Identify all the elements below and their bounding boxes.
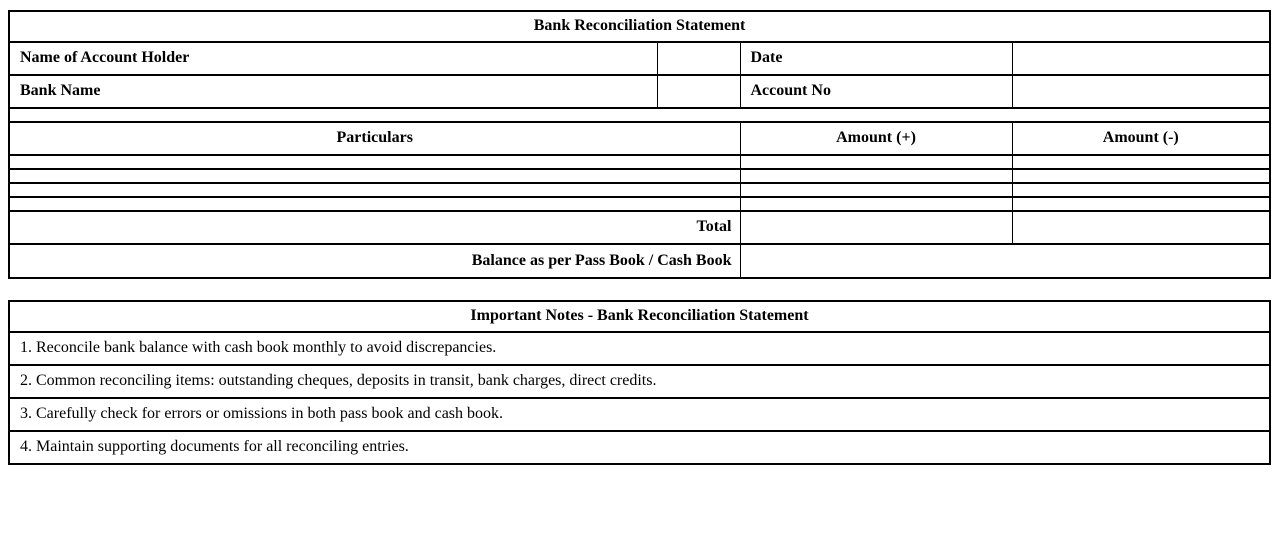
- entry-amount-minus-cell: [1012, 197, 1270, 211]
- entry-amount-minus-cell: [1012, 155, 1270, 169]
- columns-header-row: [9, 122, 1270, 155]
- note-item-row: [9, 431, 1270, 464]
- date-value-cell: [1012, 42, 1270, 75]
- note-item-row: [9, 398, 1270, 431]
- form-title: Bank Reconciliation Statement: [9, 11, 1270, 42]
- bank-name-value-cell: [657, 75, 740, 108]
- entry-particulars-cell: [9, 155, 740, 169]
- entry-amount-plus-cell: [740, 197, 1012, 211]
- entry-amount-minus-cell: [1012, 183, 1270, 197]
- account-no-value-cell: [1012, 75, 1270, 108]
- note-item: 4. Maintain supporting documents for all reconciling entries.: [9, 431, 1270, 464]
- total-label: Total: [9, 211, 740, 244]
- reconciliation-form-table: [8, 10, 1271, 279]
- note-item-row: [9, 332, 1270, 365]
- date-label: Date: [740, 42, 1012, 75]
- entry-particulars-cell: [9, 197, 740, 211]
- account-no-label: Account No: [740, 75, 1012, 108]
- entry-row: [9, 169, 1270, 183]
- section-spacer-cell: [9, 108, 1270, 122]
- entry-amount-plus-cell: [740, 183, 1012, 197]
- form-title-row: [9, 11, 1270, 42]
- bank-name-row: [9, 75, 1270, 108]
- note-item-row: [9, 365, 1270, 398]
- entry-amount-plus-cell: [740, 169, 1012, 183]
- balance-label: Balance as per Pass Book / Cash Book: [9, 244, 740, 278]
- total-row: [9, 211, 1270, 244]
- account-holder-label: Name of Account Holder: [9, 42, 657, 75]
- amount-plus-column-header: Amount (+): [740, 122, 1012, 155]
- total-amount-plus-cell: [740, 211, 1012, 244]
- notes-title-row: [9, 301, 1270, 332]
- balance-value-cell: [740, 244, 1270, 278]
- total-amount-minus-cell: [1012, 211, 1270, 244]
- account-holder-value-cell: [657, 42, 740, 75]
- notes-title: Important Notes - Bank Reconciliation Statement: [9, 301, 1270, 332]
- note-item: 2. Common reconciling items: outstanding cheques, deposits in transit, bank charges, direct credits.: [9, 365, 1270, 398]
- entry-row: [9, 197, 1270, 211]
- entry-particulars-cell: [9, 169, 740, 183]
- bank-name-label: Bank Name: [9, 75, 657, 108]
- important-notes-table: [8, 300, 1271, 465]
- note-item: 3. Carefully check for errors or omissions in both pass book and cash book.: [9, 398, 1270, 431]
- note-item: 1. Reconcile bank balance with cash book monthly to avoid discrepancies.: [9, 332, 1270, 365]
- amount-minus-column-header: Amount (-): [1012, 122, 1270, 155]
- entry-row: [9, 155, 1270, 169]
- account-holder-row: [9, 42, 1270, 75]
- entry-row: [9, 183, 1270, 197]
- section-spacer-row: [9, 108, 1270, 122]
- balance-row: [9, 244, 1270, 278]
- entry-amount-minus-cell: [1012, 169, 1270, 183]
- particulars-column-header: Particulars: [9, 122, 740, 155]
- entry-amount-plus-cell: [740, 155, 1012, 169]
- entry-particulars-cell: [9, 183, 740, 197]
